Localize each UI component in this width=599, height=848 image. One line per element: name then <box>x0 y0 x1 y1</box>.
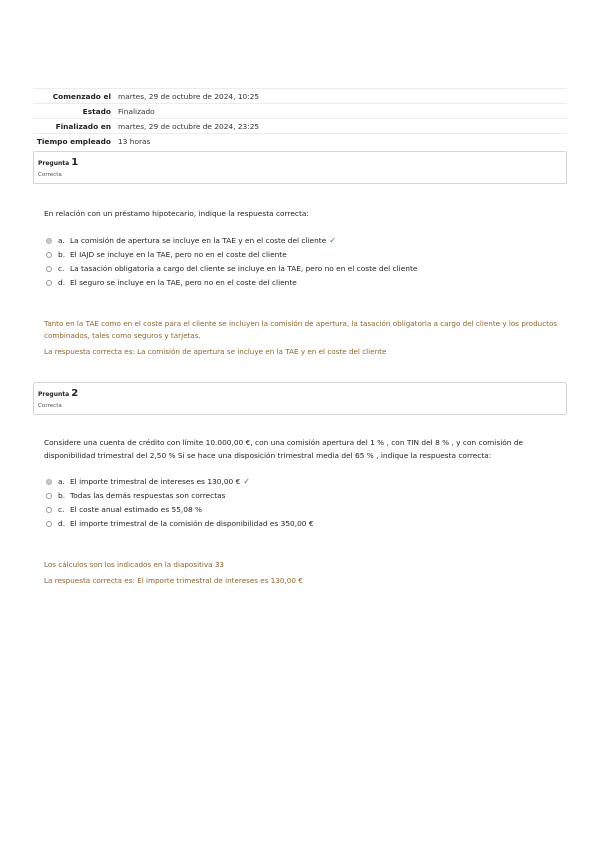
option-letter: b. <box>58 491 66 500</box>
summary-row-state <box>33 104 567 119</box>
summary-label: Tiempo empleado <box>33 134 118 149</box>
option-text: El seguro se incluye en la TAE, pero no en el coste del cliente <box>70 278 297 287</box>
summary-value: Finalizado <box>118 104 567 119</box>
option-letter: d. <box>58 278 66 287</box>
option-text: La tasación obligatoria a cargo del cliente se incluye en la TAE, pero no en el coste del cliente <box>70 264 418 273</box>
option-letter: c. <box>58 505 65 514</box>
option-letter: a. <box>58 477 65 486</box>
check-icon: ✓ <box>329 236 336 245</box>
summary-value: martes, 29 de octubre de 2024, 23:25 <box>118 119 567 134</box>
question-2-text: Considere una cuenta de crédito con límite 10.000,00 €, con una comisión apertura del 1 % , con TIN del 8 % , y con comisión de disponibilidad trimestral del 2,50 % Si se hace una disposición trimestral media del 65 % , indique la respuesta correcta: <box>44 438 524 460</box>
radio-icon[interactable] <box>46 252 52 258</box>
summary-label: Estado <box>33 104 118 119</box>
question-1-option-a[interactable] <box>46 236 336 245</box>
question-number <box>38 388 78 399</box>
question-1-text: En relación con un préstamo hipotecario, indique la respuesta correcta: <box>44 209 309 218</box>
radio-icon[interactable] <box>46 280 52 286</box>
summary-row-time <box>33 134 567 149</box>
summary-label: Comenzado el <box>33 89 118 104</box>
summary-label: Finalizado en <box>33 119 118 134</box>
question-1-option-d[interactable] <box>46 278 297 287</box>
question-2-info <box>33 382 567 415</box>
question-2-option-d[interactable] <box>46 519 314 528</box>
summary-value: martes, 29 de octubre de 2024, 10:25 <box>118 89 567 104</box>
option-text: El importe trimestral de intereses es 130,00 € <box>70 477 241 486</box>
radio-icon[interactable] <box>46 493 52 499</box>
question-1-info <box>33 151 567 184</box>
question-status: Correcta <box>38 172 62 178</box>
question-1-option-b[interactable] <box>46 250 287 259</box>
question-1-option-c[interactable] <box>46 264 417 273</box>
radio-selected-icon[interactable] <box>46 238 52 244</box>
option-text: El IAJD se incluye en la TAE, pero no en el coste del cliente <box>70 250 287 259</box>
question-2-option-c[interactable] <box>46 505 202 514</box>
question-2-option-b[interactable] <box>46 491 225 500</box>
question-1-feedback: Tanto en la TAE como en el coste para el cliente se incluyen la comisión de apertura, la tasación obligatoria a cargo del cliente y los productos combinados, tales como seguros y tarjetas. <box>44 319 558 340</box>
option-letter: b. <box>58 250 66 259</box>
radio-icon[interactable] <box>46 266 52 272</box>
question-status: Correcta <box>38 403 62 409</box>
check-icon: ✓ <box>243 477 250 486</box>
option-text: Todas las demás respuestas son correctas <box>70 491 226 500</box>
question-number-value: 1 <box>71 157 79 168</box>
question-2-right-answer: La respuesta correcta es: El importe trimestral de intereses es 130,00 € <box>44 576 303 585</box>
option-text: El coste anual estimado es 55,08 % <box>70 505 203 514</box>
question-label: Pregunta <box>38 160 70 167</box>
question-number <box>38 157 78 168</box>
option-text: El importe trimestral de la comisión de disponibilidad es 350,00 € <box>70 519 314 528</box>
summary-row-started <box>33 89 567 104</box>
question-2-option-a[interactable] <box>46 477 250 486</box>
summary-value: 13 horas <box>118 134 567 149</box>
option-letter: d. <box>58 519 66 528</box>
radio-icon[interactable] <box>46 507 52 513</box>
radio-icon[interactable] <box>46 521 52 527</box>
option-text: La comisión de apertura se incluye en la TAE y en el coste del cliente <box>70 236 327 245</box>
question-2-feedback: Los cálculos son los indicados en la diapositiva 33 <box>44 560 224 569</box>
question-label: Pregunta <box>38 391 70 398</box>
question-1-right-answer: La respuesta correcta es: La comisión de apertura se incluye en la TAE y en el coste del cliente <box>44 347 387 356</box>
option-letter: c. <box>58 264 65 273</box>
radio-selected-icon[interactable] <box>46 479 52 485</box>
question-number-value: 2 <box>71 388 79 399</box>
option-letter: a. <box>58 236 65 245</box>
summary-row-finished <box>33 119 567 134</box>
attempt-summary-table <box>33 88 567 148</box>
